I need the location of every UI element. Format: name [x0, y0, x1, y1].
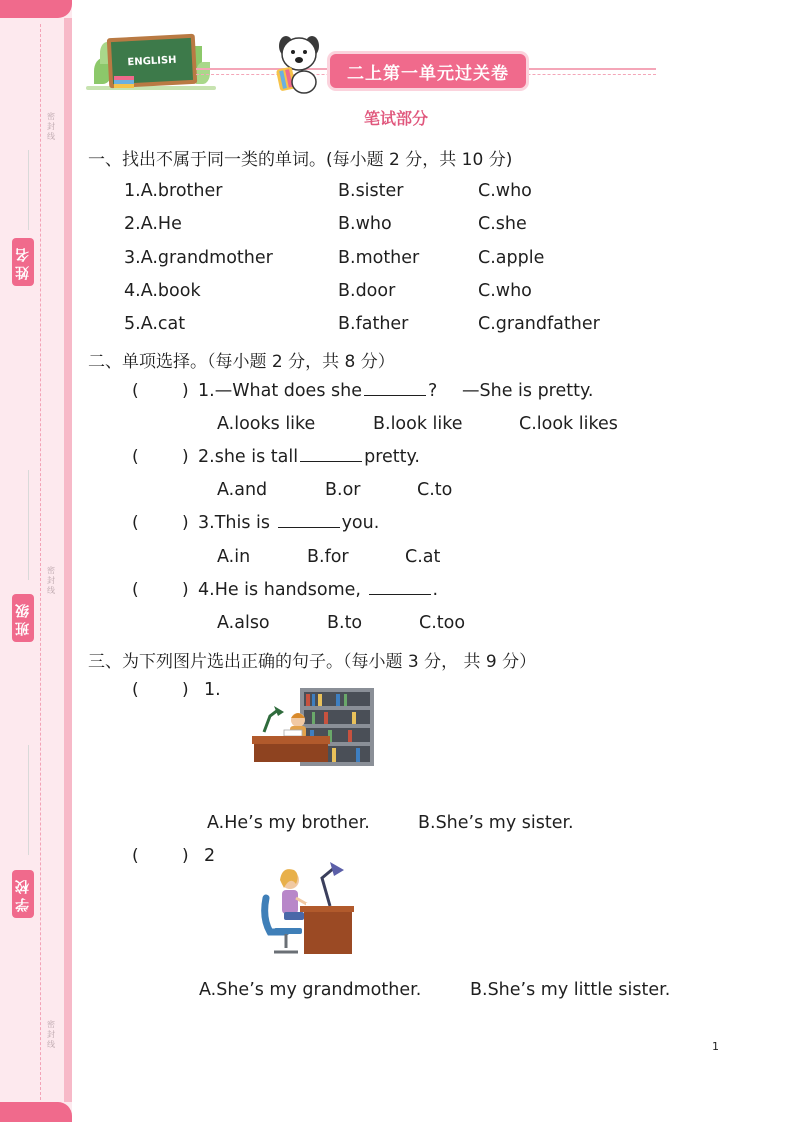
binding-strip — [0, 0, 72, 1122]
board-text: ENGLISH — [127, 54, 177, 68]
s2-q3-option-b: B.for — [307, 547, 349, 567]
answer-paren-open: ( — [132, 447, 139, 467]
leaf-icon — [196, 62, 210, 84]
s2-q1-question — [198, 381, 437, 401]
s1-q4-option-c: C.who — [478, 281, 532, 301]
answer-paren-open: ( — [132, 680, 139, 700]
s1-q5-option-a: 5.A.cat — [124, 314, 186, 334]
s1-q4-option-b: B.door — [338, 281, 396, 301]
answer-blank — [278, 526, 340, 528]
name-label: 姓名 — [12, 238, 34, 286]
answer-paren-open: ( — [132, 580, 139, 600]
s1-q2-option-a: 2.A.He — [124, 214, 182, 234]
question-text: 3.This is — [198, 513, 270, 533]
s1-q3-option-a: 3.A.grandmother — [124, 248, 273, 268]
answer-blank — [300, 460, 362, 462]
s2-q2-option-b: B.or — [325, 480, 361, 500]
class-write-line — [28, 470, 29, 580]
answer-blank — [364, 394, 426, 396]
s2-q1-answer-line: —She is pretty. — [462, 381, 594, 401]
seal-text: 密封线 — [47, 566, 55, 595]
s1-q3-option-c: C.apple — [478, 248, 545, 268]
s2-q1-option-b: B.look like — [373, 414, 463, 434]
section3-heading: 三、为下列图片选出正确的句子。（每小题 3 分， 共 9 分） — [88, 652, 537, 672]
answer-paren-open: ( — [132, 846, 139, 866]
s1-q2-option-b: B.who — [338, 214, 392, 234]
s2-q4-question — [198, 580, 438, 600]
s3-q1-option-b: B.She’s my sister. — [418, 813, 574, 833]
answer-paren-close: ) — [182, 680, 189, 700]
question-text: 1.—What does she — [198, 381, 362, 401]
question-text: 4.He is handsome, — [198, 580, 361, 600]
s2-q4-option-b: B.to — [327, 613, 363, 633]
answer-paren-close: ) — [182, 846, 189, 866]
s2-q3-question — [198, 513, 379, 533]
school-write-line — [28, 745, 29, 855]
s1-q1-option-b: B.sister — [338, 181, 404, 201]
section2-heading: 二、单项选择。（每小题 2 分，共 8 分） — [88, 352, 395, 372]
answer-paren-close: ) — [182, 447, 189, 467]
books-icon — [114, 76, 134, 88]
s3-q1-option-a: A.He’s my brother. — [207, 813, 370, 833]
s1-q1-option-a: 1.A.brother — [124, 181, 223, 201]
strip-edge — [64, 18, 72, 1102]
question-text: ? — [427, 381, 438, 401]
s2-q1-option-c: C.look likes — [519, 414, 618, 434]
boy-reading-picture — [252, 686, 376, 768]
girl-writing-picture — [260, 858, 356, 958]
answer-paren-close: ) — [182, 580, 189, 600]
s1-q5-option-b: B.father — [338, 314, 409, 334]
question-text: 2.she is tall — [198, 447, 299, 467]
question-text: you. — [341, 513, 380, 533]
s3-q1-number: 1. — [204, 680, 221, 700]
s1-q1-option-c: C.who — [478, 181, 532, 201]
strip-bottom-cap — [0, 1102, 72, 1122]
s2-q3-option-c: C.at — [405, 547, 441, 567]
ground-decoration — [86, 86, 216, 90]
seal-dashed-line — [40, 24, 41, 1100]
answer-blank — [369, 593, 431, 595]
question-text: pretty. — [364, 447, 420, 467]
answer-paren-open: ( — [132, 513, 139, 533]
seal-text: 密封线 — [47, 1020, 55, 1049]
s2-q1-option-a: A.looks like — [217, 414, 316, 434]
unit-title: 二上第一单元过关卷 — [347, 63, 509, 84]
s3-q2-option-b: B.She’s my little sister. — [470, 980, 671, 1000]
s2-q3-option-a: A.in — [217, 547, 251, 567]
section1-heading: 一、找出不属于同一类的单词。(每小题 2 分，共 10 分) — [88, 150, 513, 170]
s2-q2-question — [198, 447, 420, 467]
answer-paren-close: ) — [182, 513, 189, 533]
s1-q3-option-b: B.mother — [338, 248, 420, 268]
question-text: . — [432, 580, 439, 600]
page-header — [86, 18, 656, 96]
answer-paren-open: ( — [132, 381, 139, 401]
s2-q2-option-c: C.to — [417, 480, 453, 500]
page-number: 1 — [712, 1040, 719, 1053]
answer-paren-close: ) — [182, 381, 189, 401]
s2-q4-option-c: C.too — [419, 613, 466, 633]
s2-q4-option-a: A.also — [217, 613, 270, 633]
s1-q5-option-c: C.grandfather — [478, 314, 600, 334]
school-label: 学校 — [12, 870, 34, 918]
strip-top-cap — [0, 0, 72, 18]
s3-q2-option-a: A.She’s my grandmother. — [199, 980, 422, 1000]
s3-q2-number: 2 — [204, 846, 216, 866]
class-label: 班级 — [12, 594, 34, 642]
unit-title-banner — [330, 54, 526, 88]
s1-q4-option-a: 4.A.book — [124, 281, 201, 301]
seal-text: 密封线 — [47, 112, 55, 141]
name-write-line — [28, 150, 29, 230]
s2-q2-option-a: A.and — [217, 480, 268, 500]
dog-mascot-icon — [272, 32, 326, 94]
s1-q2-option-c: C.she — [478, 214, 527, 234]
section-subtitle: 笔试部分 — [364, 109, 429, 128]
